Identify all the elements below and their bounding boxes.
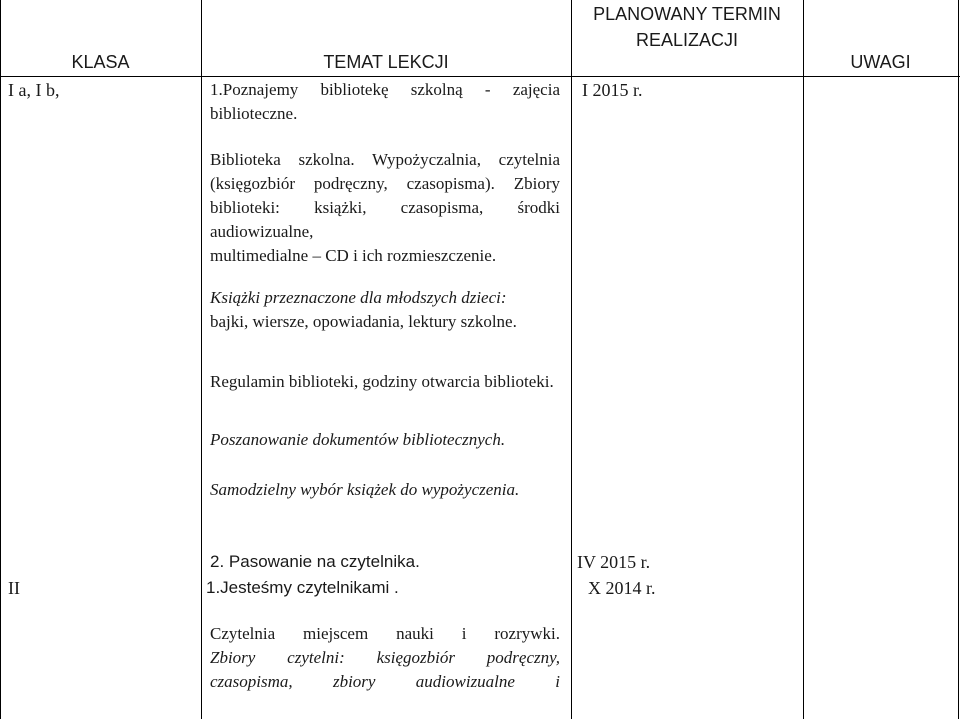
column-divider (803, 0, 804, 719)
column-divider (571, 0, 572, 719)
topic-paragraph: Zbiory czytelni: księgozbiór podręczny, czasopisma, zbiory audiowizualne i (210, 648, 560, 691)
row-topic: 1.Jesteśmy czytelnikami . (206, 578, 399, 597)
topic-paragraph: multimedialne – CD i ich rozmieszczenie. (210, 246, 497, 265)
row-klasa: I a, I b, (8, 80, 60, 100)
topic-paragraph: Regulamin biblioteki, godziny otwarcia biblioteki. (210, 372, 554, 391)
header-divider (0, 76, 960, 77)
topic-paragraph: Książki przeznaczone dla młodszych dzieci: (210, 288, 507, 307)
topic-paragraph: Czytelnia miejscem nauki i rozrywki. (210, 624, 560, 643)
header-uwagi: UWAGI (850, 52, 911, 72)
row-termin: I 2015 r. (582, 80, 643, 100)
row-termin: X 2014 r. (588, 578, 656, 598)
topic-paragraph: Biblioteka szkolna. Wypożyczalnia, czytelnia (księgozbiór podręczny, czasopisma). Zbiory biblioteki: książki, czasopisma, środki audiowizualne, (210, 150, 560, 241)
column-divider (201, 0, 202, 719)
column-divider (0, 0, 1, 719)
topic-paragraph: Poszanowanie dokumentów bibliotecznych. (210, 430, 506, 449)
header-termin-line1: PLANOWANY TERMIN (593, 4, 781, 24)
topic-line: 2. Pasowanie na czytelnika. (210, 552, 420, 571)
header-termin-line2: REALIZACJI (635, 30, 739, 50)
row-klasa: II (8, 578, 20, 598)
column-divider (958, 0, 959, 719)
topic-paragraph: bajki, wiersze, opowiadania, lektury szkolne. (210, 312, 517, 331)
header-klasa: KLASA (71, 52, 130, 72)
header-temat: TEMAT LEKCJI (323, 52, 449, 72)
topic-paragraph: Samodzielny wybór książek do wypożyczenia. (210, 480, 520, 499)
row-topic: 1.Poznajemy bibliotekę szkolną - zajęcia biblioteczne. (210, 80, 560, 123)
row-termin: IV 2015 r. (577, 552, 651, 572)
